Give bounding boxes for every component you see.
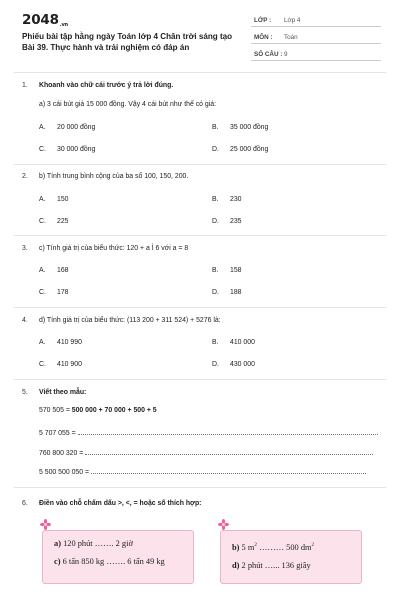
option-b[interactable]: B. 410 000 [212,339,255,346]
fill-line[interactable]: 5 707 055 = [39,428,378,437]
question-instruction: Viết theo mẫu: [39,389,87,396]
flower-icon [218,519,229,530]
question-number: 1. [22,82,28,89]
flower-icon [40,519,51,530]
meta-question-count: SỐ CÂU : 9 [251,48,381,61]
question-text: c) Tính giá trị của biểu thức: 120 + a Ì 6 với a = 8 [39,245,189,252]
meta-grade: LỚP : Lớp 4 [251,14,381,27]
option-d[interactable]: D. 188 [212,289,242,296]
question-number: 4. [22,317,28,324]
exercise-b[interactable]: b) 5 $m^2$ ……… 500 $dm^2$ [232,543,315,552]
option-c[interactable]: C. 30 000 đồng [39,146,96,153]
fill-line[interactable]: 5 500 500 050 = [39,467,366,476]
worksheet-title: Phiếu bài tập hằng ngày Toán lớp 4 Chân trời sáng tạo Bài 39. Thực hành và trải nghiệm có đáp án [22,32,233,52]
exercise-d[interactable]: d) 2 phút …... 136 giây [232,561,311,570]
exercise-a[interactable]: a) 120 phút ……. 2 giờ [54,539,133,548]
question-text: a) 3 cái bút giá 15 000 đồng. Vậy 4 cái bút như thế có giá: [39,101,216,108]
meta-subject: MÔN : Toán [251,31,381,44]
divider [14,307,386,308]
divider [14,235,386,236]
option-c[interactable]: C. 410 900 [39,361,82,368]
option-d[interactable]: D. 235 [212,218,242,225]
option-c[interactable]: C. 225 [39,218,69,225]
divider [14,487,386,488]
fill-line[interactable]: 760 800 320 = [39,448,373,457]
divider [14,379,386,380]
divider [14,72,386,73]
option-a[interactable]: A. 168 [39,267,69,274]
question-instruction: Khoanh vào chữ cái trước ý trả lời đúng. [39,82,174,89]
question-text: d) Tính giá trị của biểu thức: (113 200 + 311 524) + 5276 là: [39,317,221,324]
option-b[interactable]: B. 35 000 đồng [212,124,269,131]
question-number: 3. [22,245,28,252]
exercise-c[interactable]: c) 6 tấn 850 kg ……. 6 tấn 49 kg [54,557,165,566]
option-a[interactable]: A. 410 990 [39,339,82,346]
divider [14,164,386,165]
option-b[interactable]: B. 158 [212,267,242,274]
question-number: 6. [22,500,28,507]
question-number: 5. [22,389,28,396]
exercise-card-right [220,530,362,584]
option-c[interactable]: C. 178 [39,289,69,296]
example-line: 570 505 = 500 000 + 70 000 + 500 + 5 [39,407,157,414]
question-text: b) Tính trung bình cộng của ba số 100, 150, 200. [39,173,189,180]
option-b[interactable]: B. 230 [212,196,242,203]
option-a[interactable]: A. 20 000 đồng [39,124,96,131]
option-a[interactable]: A. 150 [39,196,69,203]
question-number: 2. [22,173,28,180]
question-instruction: Điền vào chỗ chấm dấu >, <, = hoặc số thích hợp: [39,500,202,507]
site-logo[interactable]: 2048.vn [22,12,68,28]
option-d[interactable]: D. 25 000 đồng [212,146,269,153]
option-d[interactable]: D. 430 000 [212,361,255,368]
